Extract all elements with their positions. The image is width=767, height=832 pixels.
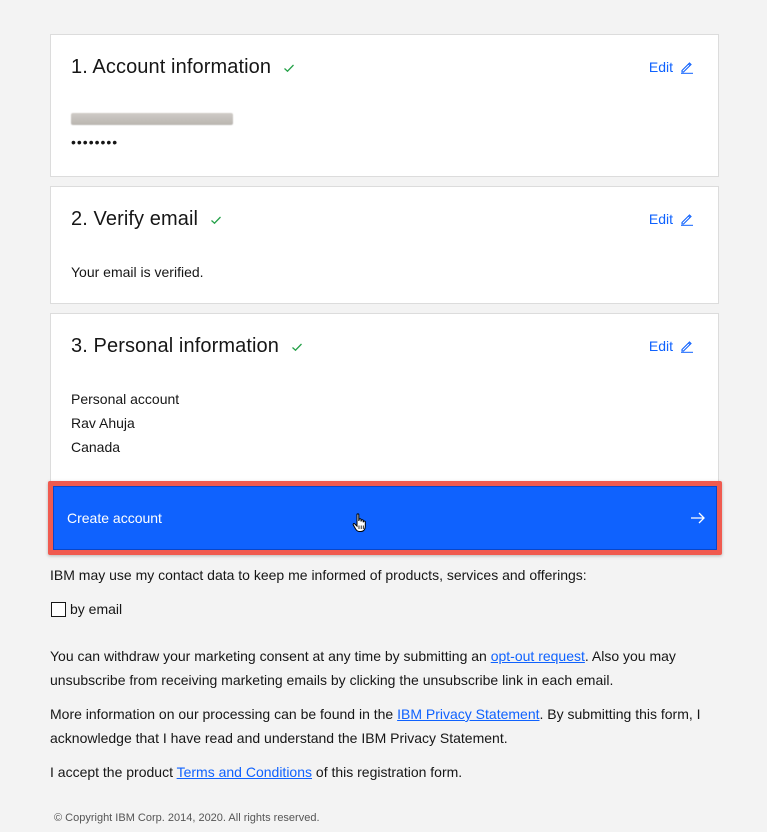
country: Canada	[71, 439, 121, 455]
check-icon	[283, 62, 295, 74]
privacy-text-before: More information on our processing can be found in the	[50, 706, 398, 722]
edit-verify-email-link[interactable]	[649, 211, 694, 227]
email-consent-checkbox[interactable]	[51, 602, 66, 617]
email-consent-label[interactable]: by email	[70, 601, 123, 617]
create-account-button[interactable]	[53, 486, 717, 550]
personal-information-title	[71, 335, 303, 358]
account-information-title	[71, 56, 295, 79]
account-information-title-text: 1. Account information	[71, 56, 272, 78]
check-icon	[210, 214, 222, 226]
check-icon	[291, 341, 303, 353]
registration-summary	[50, 34, 719, 482]
personal-information-card	[50, 313, 719, 482]
edit-label: Edit	[648, 211, 673, 227]
account-information-card	[50, 34, 719, 177]
create-account-highlight	[48, 481, 722, 555]
terms-acceptance-text	[50, 760, 720, 784]
withdraw-text-before: You can withdraw your marketing consent at any time by submitting an	[50, 648, 491, 664]
copyright-notice: © Copyright IBM Corp. 2014, 2020. All rights reserved.	[54, 812, 320, 824]
verify-email-body	[71, 260, 204, 284]
full-name: Rav Ahuja	[71, 415, 135, 431]
account-type: Personal account	[71, 391, 180, 407]
personal-information-body	[71, 387, 179, 459]
redacted-email	[71, 113, 233, 125]
opt-out-request-link[interactable]: opt-out request	[490, 648, 585, 664]
privacy-statement-text	[50, 702, 720, 750]
create-account-label: Create account	[67, 510, 162, 526]
withdraw-text-after: . Also you may unsubscribe from receiving marketing emails by clicking the unsubscribe link in each email.	[50, 648, 676, 688]
verify-email-title-text: 2. Verify email	[71, 208, 199, 230]
marketing-consent-intro: IBM may use my contact data to keep me informed of products, services and offerings:	[50, 567, 587, 583]
withdraw-consent-text	[50, 644, 720, 692]
terms-text-after: of this registration form.	[312, 764, 463, 780]
personal-information-title-text: 3. Personal information	[71, 335, 279, 357]
email-consent-option	[51, 601, 122, 617]
arrow-right-icon	[690, 510, 706, 526]
password-mask: ••••••••	[71, 134, 119, 150]
verify-email-card	[50, 186, 719, 304]
terms-text-before: I accept the product	[50, 764, 177, 780]
edit-label: Edit	[648, 59, 673, 75]
terms-and-conditions-link[interactable]: Terms and Conditions	[176, 764, 313, 780]
edit-account-information-link[interactable]	[649, 59, 694, 75]
pencil-icon	[680, 212, 694, 226]
pencil-icon	[680, 339, 694, 353]
account-information-body	[71, 110, 233, 153]
pencil-icon	[680, 60, 694, 74]
privacy-text-after: . By submitting this form, I acknowledge that I have read and understand the IBM Privacy Statement.	[50, 706, 701, 746]
edit-personal-information-link[interactable]	[649, 338, 694, 354]
edit-label: Edit	[648, 338, 673, 354]
email-verified-text: Your email is verified.	[71, 264, 204, 280]
ibm-privacy-statement-link[interactable]: IBM Privacy Statement	[397, 706, 540, 722]
hand-cursor-icon	[352, 513, 368, 533]
verify-email-title	[71, 208, 222, 231]
